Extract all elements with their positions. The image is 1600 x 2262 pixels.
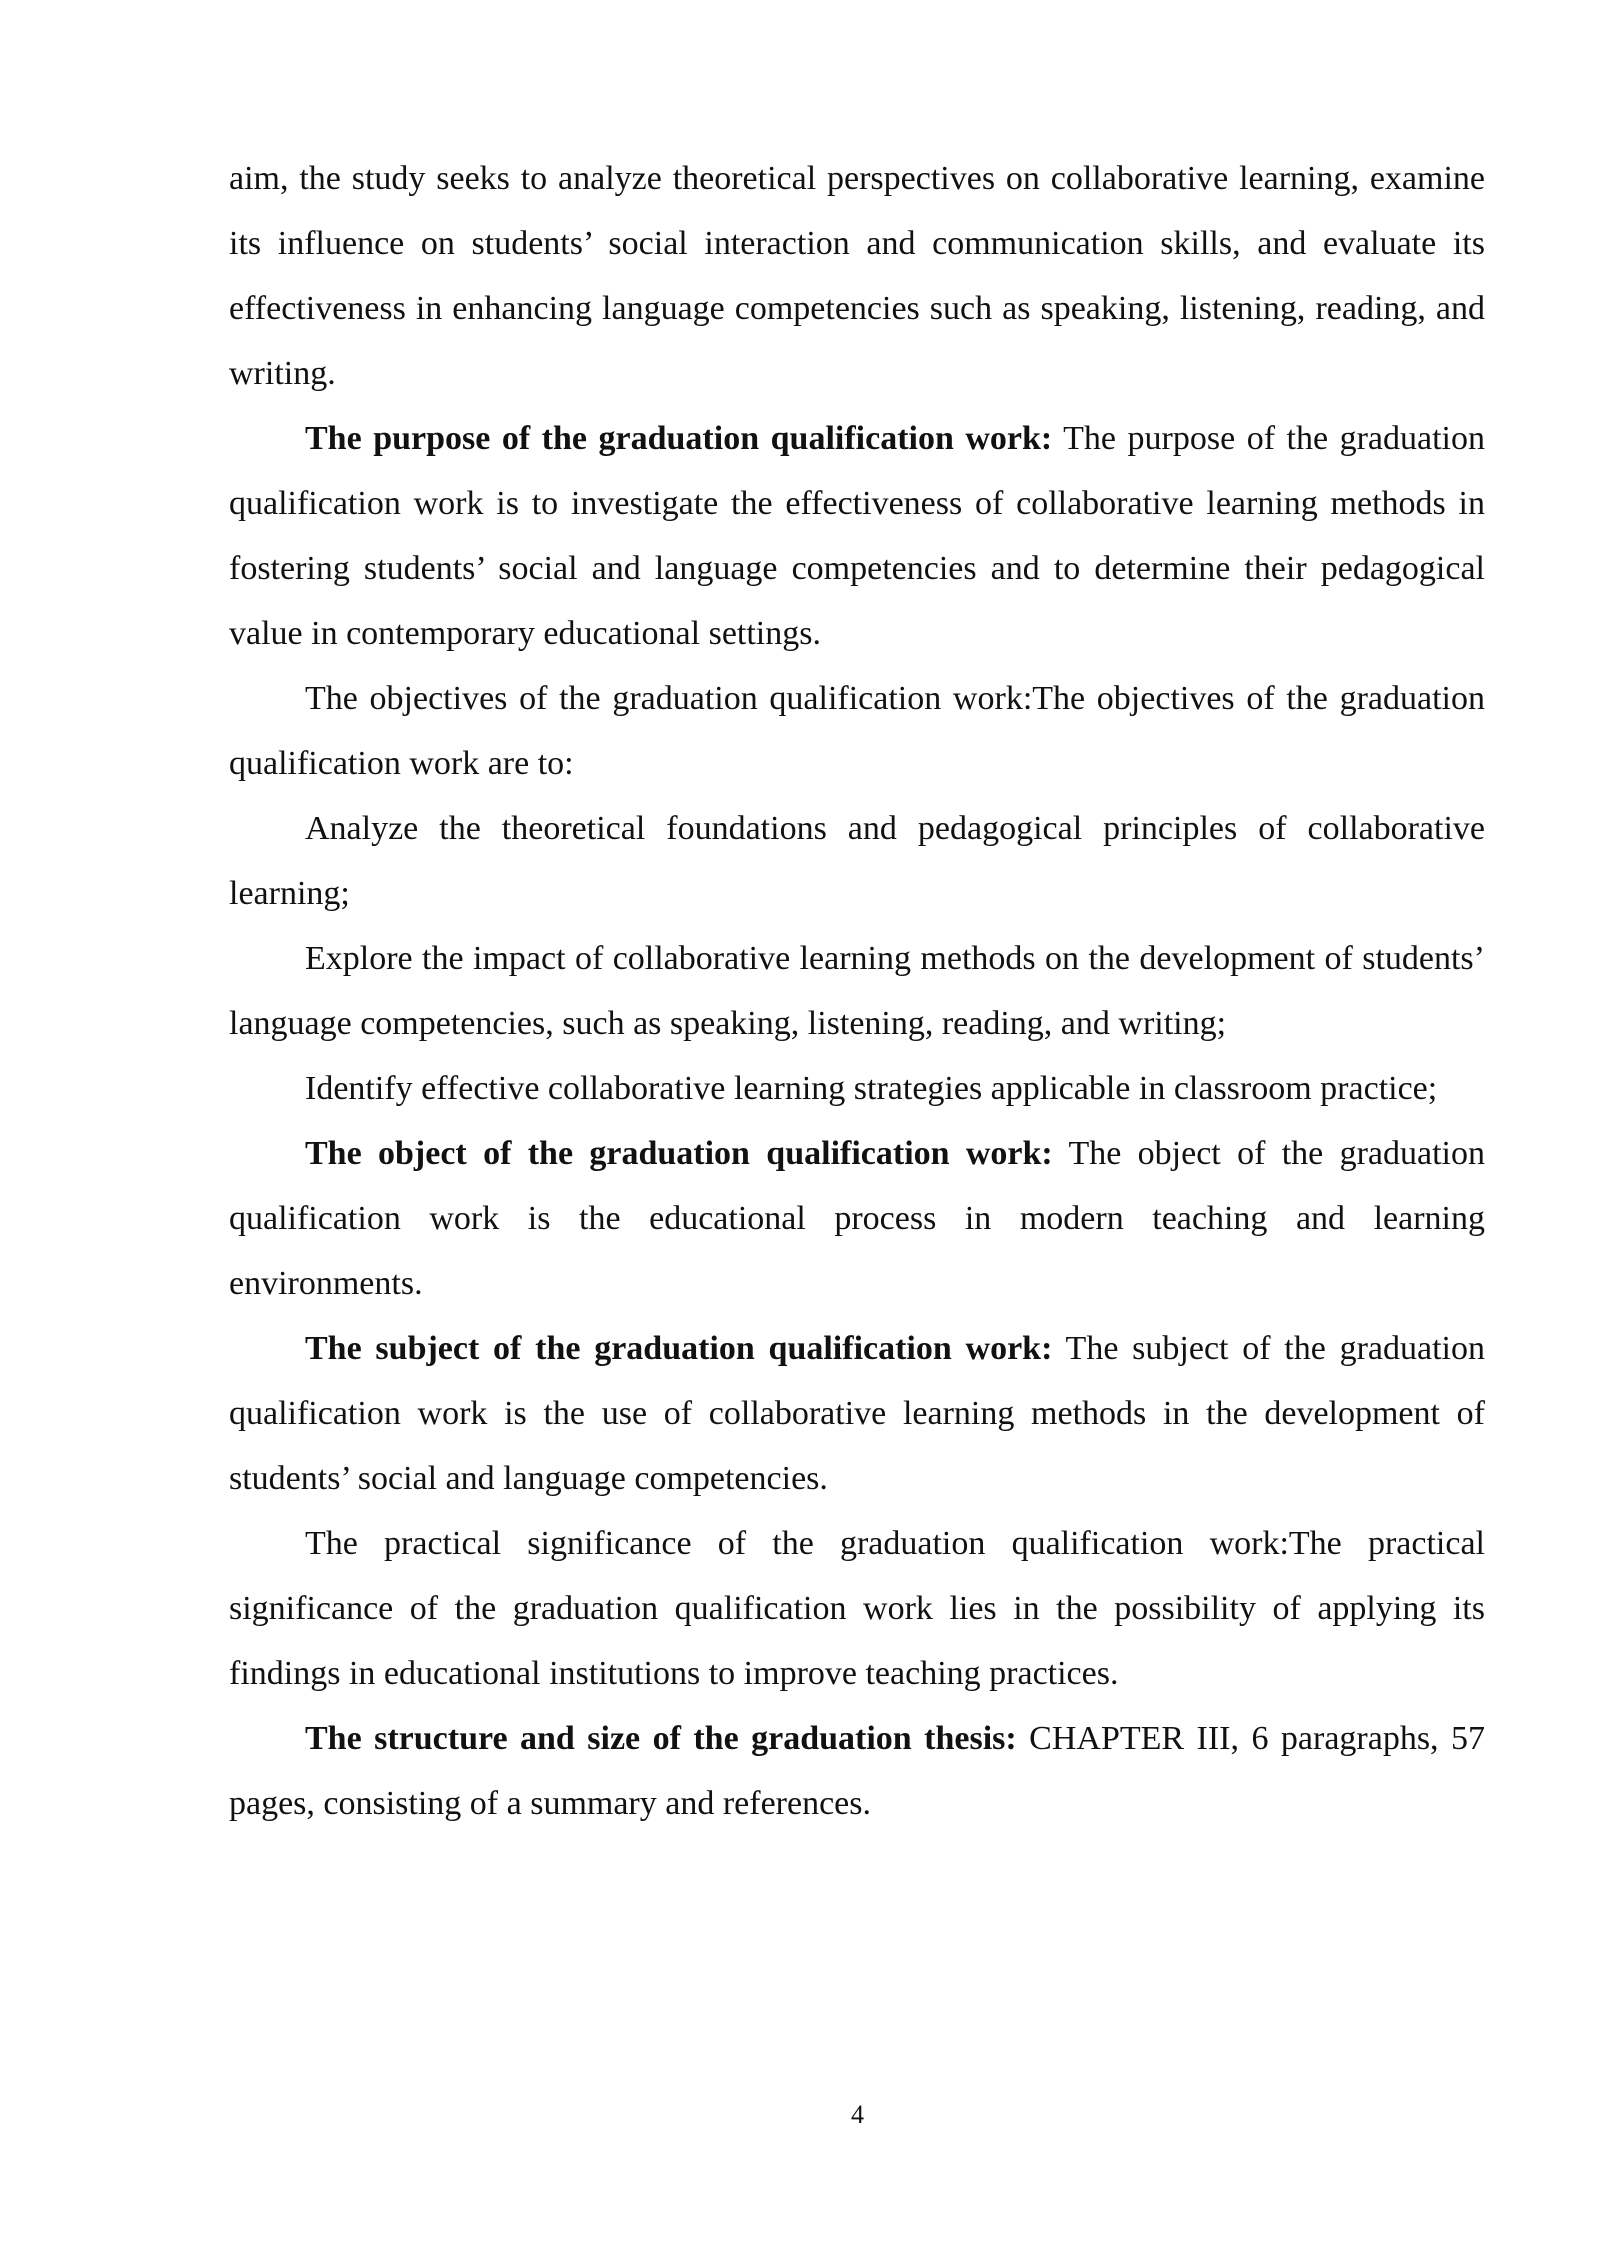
body-text	[229, 146, 1485, 1836]
paragraph-practical-significance	[229, 1511, 1485, 1706]
paragraph-text: CHAPTER III, 6 paragraphs, 57 pages, consisting of a summary and references.	[229, 1720, 1485, 1822]
paragraph-subject	[229, 1316, 1485, 1511]
paragraph-text: The subject of the graduation qualification work is the use of collaborative learning methods in the development of students’ social and language competencies.	[229, 1330, 1485, 1497]
paragraph-object	[229, 1121, 1485, 1316]
paragraph-heading: The object of the graduation qualification work:	[305, 1135, 1053, 1172]
paragraph-text: The objectives of the graduation qualification work:The objectives of the graduation qualification work are to:	[229, 680, 1485, 782]
paragraph-text: The practical significance of the graduation qualification work:The practical significance of the graduation qualification work lies in the possibility of applying its findings in educational institutions to improve teaching practices.	[229, 1525, 1485, 1692]
paragraph-objectives	[229, 666, 1485, 796]
paragraph-heading: The subject of the graduation qualification work:	[305, 1330, 1053, 1367]
paragraph-heading: The structure and size of the graduation thesis:	[305, 1720, 1017, 1757]
paragraph-text: The purpose of the graduation qualification work is to investigate the effectiveness of collaborative learning methods in fostering students’ social and language competencies and to determine their pedagogical value in contemporary educational settings.	[229, 420, 1485, 652]
paragraph-text: Explore the impact of collaborative learning methods on the development of students’ language competencies, such as speaking, listening, reading, and writing;	[229, 940, 1485, 1042]
paragraph-text: Identify effective collaborative learning strategies applicable in classroom practice;	[305, 1070, 1438, 1107]
paragraph-heading: The purpose of the graduation qualification work:	[305, 420, 1053, 457]
paragraph-objective-3	[229, 1056, 1485, 1121]
paragraph-text: aim, the study seeks to analyze theoretical perspectives on collaborative learning, examine its influence on students’ social interaction and communication skills, and evaluate its effectiveness in enhancing language competencies such as speaking, listening, reading, and writing.	[229, 160, 1485, 392]
paragraph-objective-2	[229, 926, 1485, 1056]
paragraph-text: The object of the graduation qualification work is the educational process in modern teaching and learning environments.	[229, 1135, 1485, 1302]
paragraph-objective-1	[229, 796, 1485, 926]
paragraph-text: Analyze the theoretical foundations and pedagogical principles of collaborative learning;	[229, 810, 1485, 912]
page-number: 4	[851, 2100, 864, 2129]
paragraph-aim-continuation	[229, 146, 1485, 406]
paragraph-purpose	[229, 406, 1485, 666]
paragraph-structure	[229, 1706, 1485, 1836]
